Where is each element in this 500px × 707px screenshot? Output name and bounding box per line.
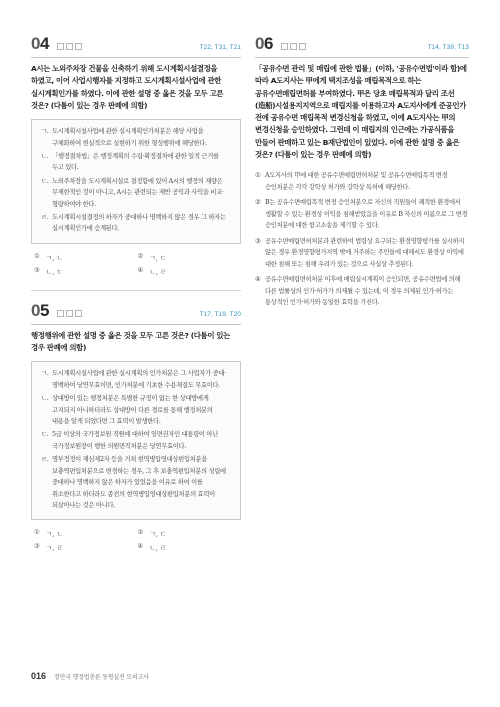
question-4-statement-box — [31, 119, 241, 244]
answer-choice[interactable]: ① ㄱ, ㄴ — [34, 528, 63, 539]
statement-item: ㄷ. 노외주차장을 도시계획시설로 결정함에 있어 A시의 행정의 재량은 무제한적인 것이 아니고, A시는 관련되는 제반 공익과 사익을 비교·형량하여야 한다. — [41, 177, 224, 208]
answer-choice[interactable]: ① ㄱ, ㄴ — [34, 251, 63, 262]
answer-choice[interactable]: ② ㄱ, ㄷ — [137, 251, 167, 262]
statement-item: ㄴ. 상대방이 있는 행정처분은 특별한 규정이 없는 한 상대방에게 고지되지 아니하더라도 상대방이 다른 경로를 통해 행정처분의 내용을 알게 되었다면 그 효력이 발생한다. — [41, 395, 213, 426]
divider — [31, 290, 241, 291]
question-5-header — [31, 300, 241, 325]
question-5 — [31, 300, 241, 553]
check-box[interactable] — [75, 43, 82, 50]
answer-choice[interactable]: ④ ㄴ, ㄹ — [137, 542, 167, 553]
answer-choice[interactable]: ③ 공유수면매립면허처분과 관련하여 법령상 요구되는 환경영향평가를 실시하지 않은 경우 환경영향평가지역 밖에 거주하는 주민들에 대해서도 환경상 이익에 대한 침해 또는 침해 우려가 있는 것으로 사실상 추정된다. — [255, 237, 465, 268]
answer-choice[interactable]: ① A도지사의 甲에 대한 공유수면매립면허처분 및 공유수면매립목적 변경 승인처분은 각각 강학상 허가와 강학상 특허에 해당한다. — [255, 172, 448, 191]
statement-item: ㄹ. 도시계획시설결정의 하자가 중대하나 명백하지 않은 경우 그 하자는 실시계획인가에 승계된다. — [41, 214, 226, 233]
question-4-choices — [31, 252, 241, 276]
review-checkboxes[interactable] — [57, 43, 82, 50]
check-box[interactable] — [75, 310, 82, 317]
question-6-number: 06 — [255, 34, 273, 53]
review-checkboxes[interactable] — [281, 43, 306, 50]
question-5-choices — [31, 528, 241, 552]
answer-choice[interactable]: ④ ㄴ, ㄹ — [137, 265, 167, 276]
page-footer — [31, 671, 149, 681]
question-6-references: T14, T39, T13 — [427, 44, 469, 51]
answer-choice[interactable]: ③ ㄱ, ㄹ — [34, 542, 63, 553]
question-6-stem: 「공유수면 관리 및 매립에 관한 법률」(이하, '공유수면법'이라 함)에 따라 A도지사는 甲에게 택지조성을 매립목적으로 하는 공유수면매립면허를 부여하였다. 甲은 당초 매립목적과 달리 조선(造船)시설용지지역으로 매립지를 이용하고자 A도지사에게 준공인가 전에 공유수면 매립목적 변경신청을 하였고, 이에 A도지사는 甲의 변경신청을 승인하였다. 그런데 이 매립지의 인근에는 가공식품을 만들어 판매하고 있는 B재단법인이 있었다. 이에 관한 설명 중 옳은 것은? (다툼이 있는 경우 판례에 의함) — [255, 64, 467, 160]
question-5-references: T17, T19, T20 — [199, 310, 241, 318]
question-4-header — [31, 36, 241, 58]
page-number: 016 — [31, 671, 47, 681]
answer-choice[interactable]: ② B는 공유수면매립목적 변경 승인처분으로 자신의 직원들이 쾌적한 환경에서 생활할 수 있는 환경상 이익을 침해받았음을 이유로 B 자신의 이름으로 그 변경 승인처분에 대한 항고소송을 제기할 수 있다. — [255, 199, 468, 230]
check-box[interactable] — [290, 43, 297, 50]
statement-item: ㄴ. 「행정절차법」은 행정계획의 수립·확정절차에 관한 일적 근거를 두고 있다. — [41, 153, 219, 172]
check-box[interactable] — [57, 43, 64, 50]
answer-choice[interactable]: ④ 공유수면매립면허처분 이후에 매립실시계획이 승인되면, 공유수면법에 의해 다른 법률상의 인가·허가가 의제될 수 있는데, 이 경우 의제된 인가·허가는 통상적인 인가·허가와 동일한 효력을 가진다. — [255, 276, 461, 307]
statement-item: ㄷ. 5급 이상의 국가정보원 직원에 대하여 임면권자인 대통령이 아닌 국가정보원장이 행한 의원면직처분은 당연무효이다. — [41, 431, 218, 450]
question-4-number: 04 — [31, 34, 49, 53]
question-4-stem: A시는 노외주차장 건물을 신축하기 위해 도시계획시설결정을 하였고, 이어 사업시행자를 지정하고 도시계획시설사업에 관한 실시계획인가를 하였다. 이에 관한 설명 중 옳은 것을 모두 고른 것은? (다툼이 있는 경우 판례에 의함) — [31, 64, 224, 110]
book-title: 장안국 행정법총론 동형실전 모의고사 — [54, 674, 149, 681]
question-5-stem: 행정행위에 관한 설명 중 옳은 것을 모두 고른 것은? (다툼이 있는 경우 판례에 의함) — [31, 330, 230, 353]
question-4-references: T22, T31, T21 — [199, 44, 241, 51]
check-box[interactable] — [299, 43, 306, 50]
question-5-number: 05 — [31, 300, 49, 320]
statement-item: ㄱ. 도시계획시설사업에 관한 실시계획인가처분은 해당 사업을 구체화하여 현실적으로 실현하기 위한 형성행위에 해당한다. — [41, 128, 207, 147]
answer-choice[interactable]: ③ ㄴ, ㄷ — [34, 265, 63, 276]
check-box[interactable] — [66, 43, 73, 50]
check-box[interactable] — [66, 310, 73, 317]
check-box[interactable] — [281, 43, 288, 50]
question-6-header — [255, 36, 469, 58]
question-6-choices — [255, 170, 469, 309]
left-column — [31, 36, 241, 552]
review-checkboxes[interactable] — [57, 310, 82, 317]
check-box[interactable] — [57, 310, 64, 317]
answer-choice[interactable]: ② ㄱ, ㄷ — [137, 528, 167, 539]
question-4 — [31, 36, 241, 276]
statement-item: ㄹ. 명부정정이 재심제2자 등을 거쳐 현역병입영대상편입처분을 보충역편입처분으로 변경하는 경우, 그 후 보충역편입처분의 성립에 중대하나 명백하지 않은 하자가 있었음을 이유로 하여 이를 취소한다고 하더라도 종전의 현역병입영대상편입처분의 효력이 되살아나는 것은 아니다. — [41, 456, 226, 509]
statement-item: ㄱ. 도시계획시설사업에 관한 실시계획의 인가처분은 그 사업자가 중대·명백하여 당연무효이면, 인가처분에 기초한 수용재결도 무효이다. — [41, 370, 226, 389]
question-5-statement-box — [31, 361, 241, 520]
right-column — [255, 36, 469, 313]
question-6 — [255, 36, 469, 309]
